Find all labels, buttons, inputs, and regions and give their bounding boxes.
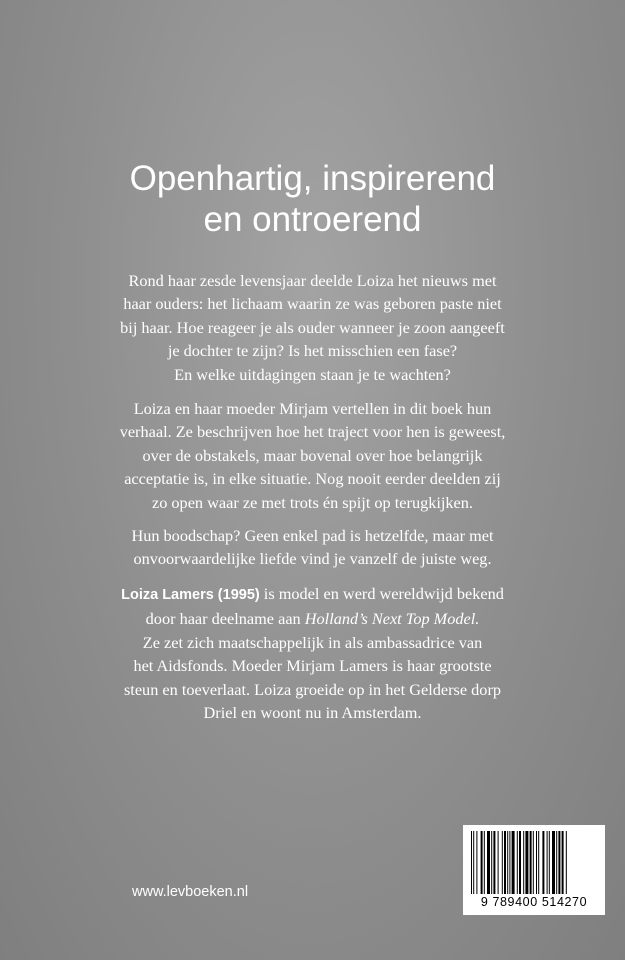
paragraph-line: acceptatie is, in elke situatie. Nog nooit eerder deelden zij bbox=[124, 469, 501, 489]
paragraph-line: bij haar. Hoe reageer je als ouder wanneer je zoon aangeeft bbox=[120, 317, 505, 337]
headline bbox=[0, 158, 625, 240]
paragraph-line: verhaal. Ze beschrijven hoe het traject voor hen is geweest, bbox=[119, 422, 506, 442]
publisher-website: www.levboeken.nl bbox=[132, 884, 249, 900]
blurb-paragraph-3 bbox=[75, 524, 550, 571]
author-bio bbox=[75, 582, 550, 724]
show-title: Holland’s Next Top Model. bbox=[304, 609, 480, 629]
author-bio-line: Ze zet zich maatschappelijk in als ambassadrice van bbox=[142, 632, 483, 652]
author-bio-text: is model en werd wereldwijd bekend bbox=[259, 584, 504, 603]
paragraph-line: Hun boodschap? Geen enkel pad is hetzelfde, maar met bbox=[131, 526, 494, 545]
author-bio-text: door haar deelname aan bbox=[145, 609, 305, 629]
paragraph-line: over de obstakels, maar bovenal over hoe belangrijk bbox=[142, 445, 483, 465]
paragraph-line: Rond haar zesde levensjaar deelde Loiza het nieuws met bbox=[128, 271, 497, 290]
paragraph-line: Loiza en haar moeder Mirjam vertellen in dit boek hun bbox=[133, 399, 492, 418]
paragraph-line: haar ouders: het lichaam waarin ze was geboren paste niet bbox=[123, 294, 502, 314]
barcode-bars-icon bbox=[469, 831, 599, 894]
author-bio-line: het Aidsfonds. Moeder Mirjam Lamers is haar grootste bbox=[133, 656, 492, 676]
author-bio-line bbox=[75, 607, 550, 630]
author-name: Loiza Lamers (1995) bbox=[121, 587, 260, 603]
paragraph-line: zo open waar ze met trots én spijt op terugkijken. bbox=[151, 492, 473, 512]
paragraph-line: je dochter te zijn? Is het misschien een fase? bbox=[167, 341, 458, 361]
blurb-paragraph-1 bbox=[75, 269, 550, 386]
isbn-digits: 9 789400 514270 bbox=[480, 895, 588, 909]
isbn-barcode bbox=[463, 825, 605, 915]
paragraph-line: En welke uitdagingen staan je te wachten? bbox=[174, 364, 451, 384]
headline-line-2: en ontroerend bbox=[203, 200, 422, 239]
blurb-paragraph-2 bbox=[75, 397, 550, 514]
author-bio-line bbox=[75, 582, 550, 607]
author-bio-line: Driel en woont nu in Amsterdam. bbox=[203, 703, 422, 723]
paragraph-line: onvoorwaardelijke liefde vind je vanzelf de juiste weg. bbox=[133, 549, 492, 569]
author-bio-line: steun en toeverlaat. Loiza groeide op in het Gelderse dorp bbox=[123, 679, 502, 699]
headline-line-1: Openhartig, inspirerend bbox=[129, 159, 496, 198]
